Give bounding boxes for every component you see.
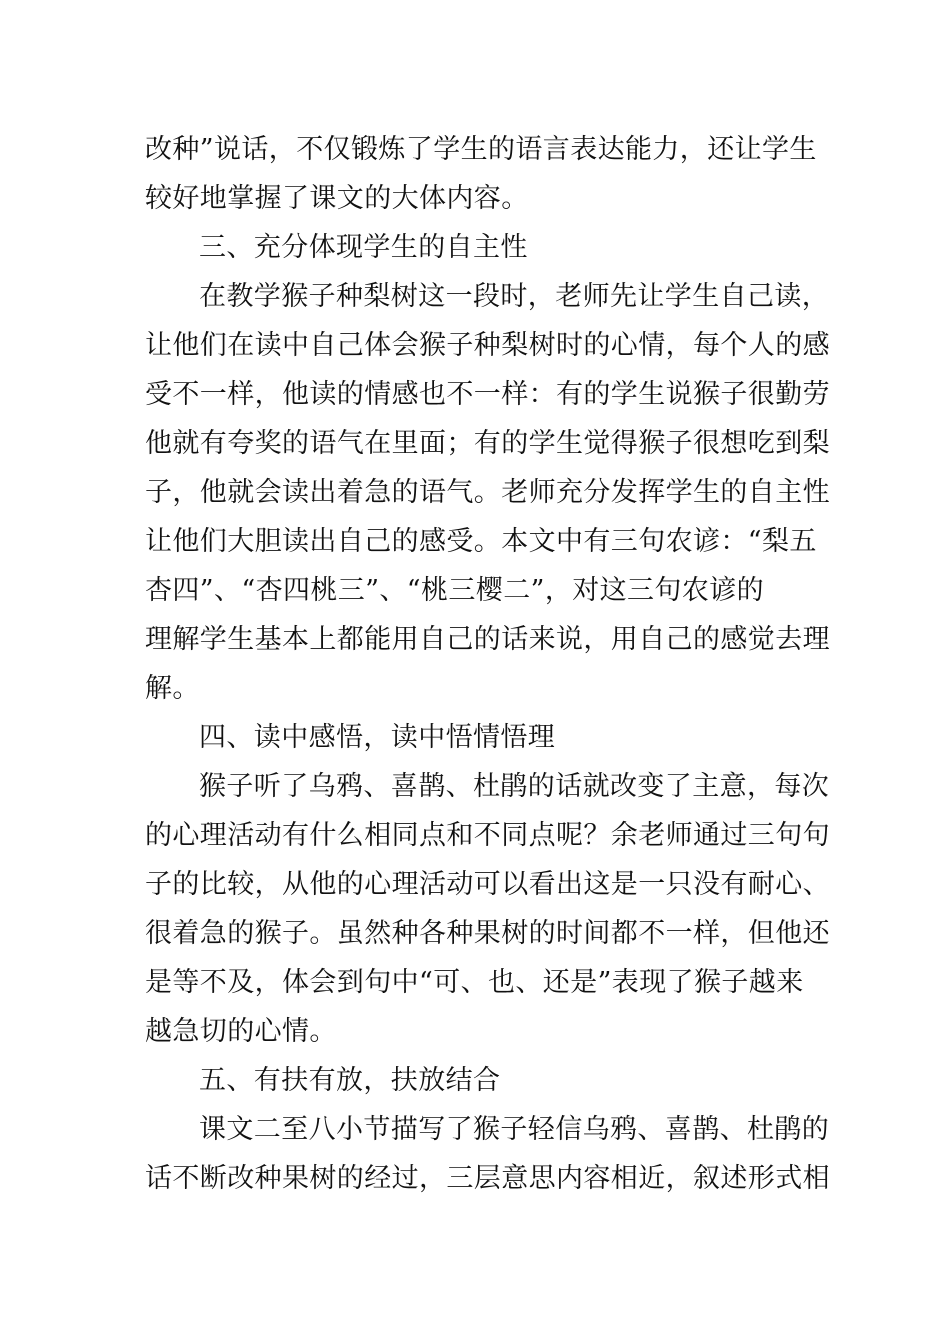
- text-line: 改种”说话，不仅锻炼了学生的语言表达能力，还让学生: [145, 134, 817, 165]
- text-line: 猴子听了乌鸦、喜鹊、杜鹃的话就改变了主意，每次: [199, 771, 830, 802]
- section-heading: 四、读中感悟，读中悟情悟理: [199, 722, 556, 753]
- text-line: 杏四”、“杏四桃三”、“桃三樱二”，对这三句农谚的: [145, 575, 765, 606]
- text-line: 子，他就会读出着急的语气。老师充分发挥学生的自主性: [145, 477, 830, 508]
- text-line: 是等不及，体会到句中“可、也、还是”表现了猴子越来: [145, 967, 804, 998]
- text-line: 课文二至八小节描写了猴子轻信乌鸦、喜鹊、杜鹃的: [199, 1114, 830, 1145]
- text-line: 越急切的心情。: [145, 1016, 337, 1047]
- section-heading: 五、有扶有放，扶放结合: [199, 1065, 501, 1096]
- text-line: 解。: [145, 673, 200, 704]
- text-line: 理解学生基本上都能用自己的话来说，用自己的感觉去理: [145, 624, 830, 655]
- text-line: 较好地掌握了课文的大体内容。: [145, 183, 529, 214]
- text-line: 话不断改种果树的经过，三层意思内容相近，叙述形式相: [145, 1163, 830, 1194]
- text-line: 让他们大胆读出自己的感受。本文中有三句农谚：“梨五: [145, 526, 817, 557]
- text-line: 受不一样，他读的情感也不一样：有的学生说猴子很勤劳: [145, 379, 830, 410]
- text-line: 他就有夸奖的语气在里面；有的学生觉得猴子很想吃到梨: [145, 428, 830, 459]
- text-line: 子的比较，从他的心理活动可以看出这是一只没有耐心、: [145, 869, 830, 900]
- text-line: 的心理活动有什么相同点和不同点呢？余老师通过三句句: [145, 820, 830, 851]
- section-heading: 三、充分体现学生的自主性: [199, 232, 528, 263]
- text-line: 在教学猴子种梨树这一段时，老师先让学生自己读，: [199, 281, 830, 312]
- text-line: 很着急的猴子。虽然种各种果树的时间都不一样，但他还: [145, 918, 830, 949]
- text-line: 让他们在读中自己体会猴子种梨树时的心情，每个人的感: [145, 330, 830, 361]
- document-page: [145, 125, 830, 1203]
